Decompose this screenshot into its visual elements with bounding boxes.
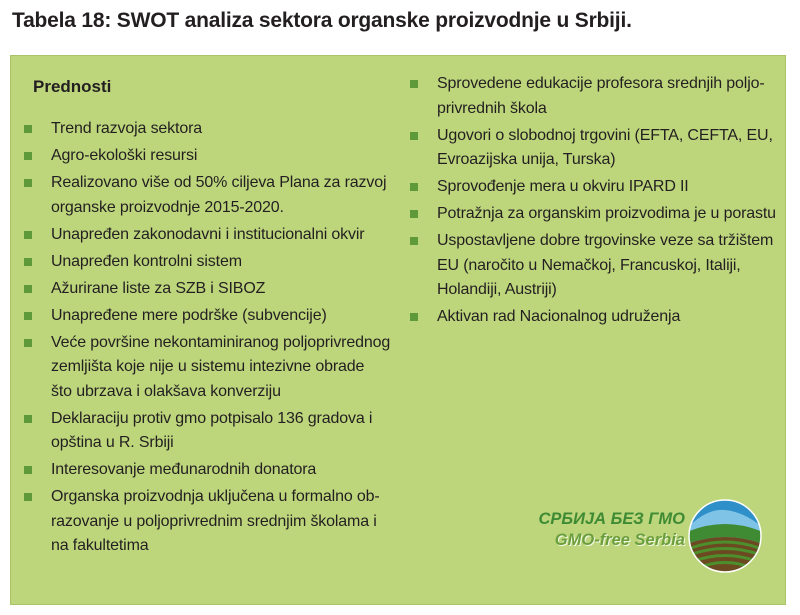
- strength-item: [22, 458, 390, 485]
- square-bullet-icon: [410, 183, 418, 191]
- strength-item-line: Unapređen kontrolni sistem: [51, 252, 242, 270]
- gmo-free-serbia-logo: [513, 498, 763, 578]
- strength-item-line: Veće površine nekontaminiranog poljoprivrednog: [51, 333, 391, 351]
- strengths-list-left: [22, 117, 390, 561]
- strength-item: [22, 171, 390, 223]
- swot-table: [10, 55, 786, 605]
- square-bullet-icon: [24, 312, 32, 320]
- strength-item-line: Aktivan rad Nacionalnog udruženja: [437, 308, 681, 325]
- strength-item: [408, 229, 776, 305]
- logo-text-cyrillic: СРБИЈА БЕЗ ГМО: [538, 510, 685, 528]
- strength-item: [408, 175, 776, 202]
- strength-item: [408, 72, 776, 124]
- square-bullet-icon: [410, 80, 418, 88]
- square-bullet-icon: [24, 339, 32, 347]
- strength-item-line: privrednih škola: [437, 99, 547, 117]
- strength-item-line: Unapređen zakonodavni i institucionalni okvir: [51, 225, 365, 243]
- strength-item: [22, 304, 390, 331]
- strength-item-line: Unapređene mere podrške (subvencije): [51, 306, 327, 324]
- strength-item: [22, 407, 390, 459]
- strength-item-line: Realizovano više od 50% ciljeva Plana za razvoj: [51, 174, 387, 191]
- strength-item-line: Organska proizvodnja uključena u formalno ob-: [51, 488, 380, 505]
- strength-item: [22, 485, 390, 561]
- section-heading-strengths: Prednosti: [33, 77, 112, 96]
- strength-item-line: EU (naročito u Nemačkoj, Francuskoj, Italiji,: [437, 256, 741, 274]
- strength-item-line: Sprovedene edukacije profesora srednjih poljo-: [437, 75, 765, 92]
- strength-item-line: na fakultetima: [51, 537, 149, 554]
- strength-item-line: zemljišta koje nije u sistemu intezivne obrade: [51, 358, 365, 375]
- square-bullet-icon: [410, 210, 418, 218]
- square-bullet-icon: [410, 237, 418, 245]
- strength-item: [22, 331, 390, 407]
- strength-item: [22, 223, 390, 250]
- strength-item: [22, 250, 390, 277]
- square-bullet-icon: [24, 285, 32, 293]
- strength-item-line: Holandiji, Austriji): [437, 281, 557, 298]
- strength-item-line: opština u R. Srbiji: [51, 434, 174, 451]
- square-bullet-icon: [24, 415, 32, 423]
- square-bullet-icon: [410, 313, 418, 321]
- logo-text-latin: GMO-free Serbia: [554, 531, 685, 549]
- strength-item: [22, 117, 390, 144]
- strength-item: [408, 305, 776, 332]
- strength-item-line: Interesovanje međunarodnih donatora: [51, 461, 317, 478]
- square-bullet-icon: [24, 258, 32, 266]
- strength-item-line: Agro-ekološki resursi: [51, 147, 198, 164]
- strength-item-line: razovanje u poljoprivrednim srednjim školama i: [51, 512, 377, 530]
- square-bullet-icon: [24, 179, 32, 187]
- square-bullet-icon: [24, 493, 32, 501]
- strength-item: [22, 277, 390, 304]
- page-title: Tabela 18: SWOT analiza sektora organske proizvodnje u Srbiji.: [12, 9, 632, 32]
- strength-item-line: Deklaraciju protiv gmo potpisalo 136 gradova i: [51, 409, 373, 427]
- strength-item-line: Ažurirane liste za SZB i SIBOZ: [51, 279, 266, 297]
- strength-item: [22, 144, 390, 171]
- strength-item-line: Uspostavljene dobre trgovinske veze sa tržištem: [437, 232, 774, 249]
- strength-item-line: organske proizvodnje 2015-2020.: [51, 198, 284, 216]
- square-bullet-icon: [24, 125, 32, 133]
- strength-item-line: Evroazijska unija, Turska): [437, 151, 616, 168]
- square-bullet-icon: [410, 132, 418, 140]
- strength-item-line: Ugovori o slobodnoj trgovini (EFTA, CEFTA, EU,: [437, 126, 773, 144]
- strength-item-line: Trend razvoja sektora: [51, 120, 202, 137]
- square-bullet-icon: [24, 152, 32, 160]
- strength-item-line: Potražnja za organskim proizvodima je u porastu: [437, 205, 776, 222]
- square-bullet-icon: [24, 466, 32, 474]
- strengths-list-right: [408, 72, 776, 332]
- strength-item-line: što ubrzava i olakšava konverziju: [51, 382, 281, 400]
- square-bullet-icon: [24, 231, 32, 239]
- strength-item: [408, 202, 776, 229]
- field-globe-icon: [687, 498, 763, 574]
- strength-item: [408, 124, 776, 176]
- strength-item-line: Sprovođenje mera u okviru IPARD II: [437, 178, 689, 195]
